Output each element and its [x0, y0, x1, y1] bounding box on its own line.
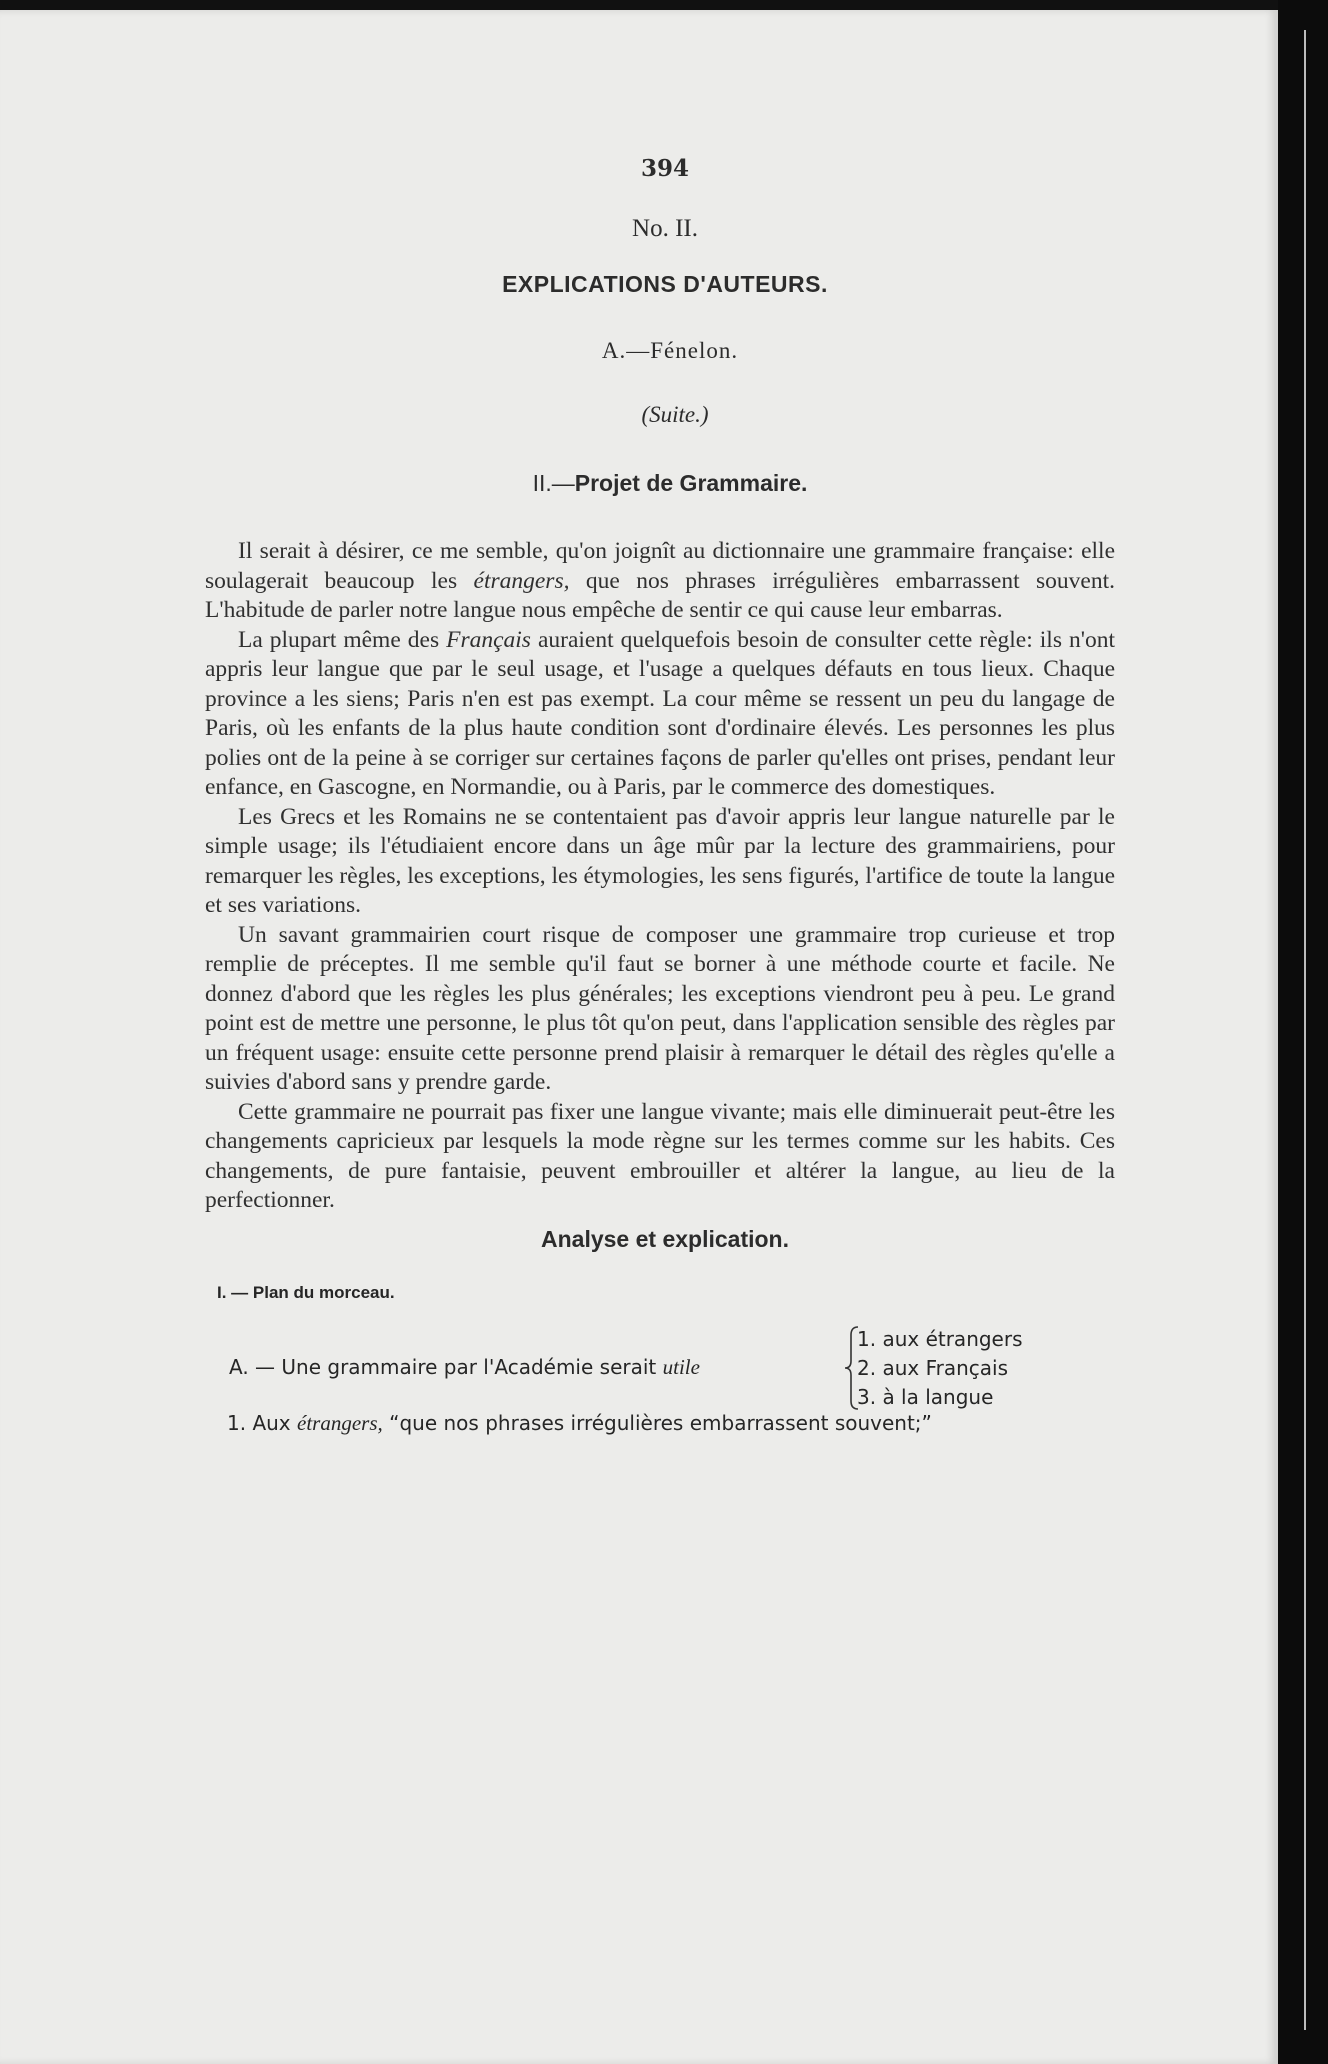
plan-item-a-text: A. — Une grammaire par l'Académie serait — [229, 1354, 663, 1379]
scan-edge — [1278, 0, 1328, 2064]
plan-subitem: 1. aux étrangers — [857, 1326, 1023, 1351]
paragraph-italic: Français — [446, 626, 531, 653]
paragraph-3 — [205, 803, 1115, 921]
subsection-numeral: II.— — [532, 470, 575, 496]
paragraph-1 — [205, 537, 1115, 626]
plan-item-a — [229, 1355, 700, 1380]
plan-row — [205, 1325, 1115, 1411]
paragraph-text: que nos phrases irrégulières embarrassent souvent. L'habitude de parler notre langue nous empêche de sentir ce qui cause leur embarras. — [205, 567, 1115, 623]
subsection-title: Projet de Grammaire. — [574, 470, 808, 496]
plan-heading: I. — Plan du morceau. — [217, 1282, 395, 1302]
page-edge-line — [1304, 30, 1306, 2030]
paragraph-text: Un savant grammairien court risque de composer une grammaire trop curieuse et trop remplie de préceptes. Il me semble qu'il faut se borner à une méthode courte et facile. Ne donnez d'abord que les règles les plus générales; les exceptions viendront peu à peu. Le grand point est de mettre une personne, le plus tôt qu'on peut, dans l'application sensible des règles par un fréquent usage: ensuite cette personne prend plaisir à remarquer le détail des règles qu'elle a suivies d'abord sans y prendre garde. — [205, 921, 1115, 1095]
plan-point-quote: “que nos phrases irrégulières embarrassent souvent;” — [382, 1410, 932, 1435]
paragraph-text: auraient quelquefois besoin de consulter cette règle: ils n'ont appris leur langue que par le seul usage, et l'usage a quelques défauts en tous lieux. Chaque province a les siens; Paris n'en est pas exempt. La cour même se ressent un peu du langage de Paris, où les enfants de la plus haute condition sont d'ordinaire élevés. Les personnes les plus polies ont de la peine à se corriger sur certaines façons de parler qu'elles ont prises, pendant leur enfance, en Gascogne, en Normandie, ou à Paris, par le commerce des domestiques. — [205, 626, 1115, 800]
suite-label: (Suite.) — [641, 402, 709, 427]
plan-point-text: 1. Aux — [227, 1410, 297, 1435]
section-title: EXPLICATIONS D'AUTEURS. — [502, 271, 828, 297]
plan-subitem: 2. aux Français — [857, 1355, 1008, 1380]
plan-subitem: 3. à la langue — [857, 1384, 994, 1409]
paragraph-2 — [205, 626, 1115, 803]
body-text — [205, 537, 1115, 1216]
paragraph-5 — [205, 1098, 1115, 1216]
plan-point-italic: étrangers, — [297, 1410, 383, 1435]
paragraph-italic: étrangers, — [473, 567, 570, 594]
paragraph-text: Il serait à désirer, ce me semble, qu'on joignît au dictionnaire une grammaire française: elle soulagerait beaucoup les — [205, 538, 1115, 594]
page-content — [205, 155, 1115, 1436]
analysis-title: Analyse et explication. — [541, 1225, 789, 1252]
plan-sublist — [857, 1325, 1023, 1412]
plan-point-1 — [227, 1411, 1115, 1436]
paragraph-text: La plupart même des — [238, 626, 447, 653]
paragraph-4 — [205, 921, 1115, 1098]
subsection-heading — [205, 470, 1115, 497]
plan-item-a-italic: utile — [662, 1354, 700, 1379]
number-title: No. II. — [632, 215, 698, 242]
paragraph-text: Les Grecs et les Romains ne se contentaient pas d'avoir appris leur langue naturelle par le simple usage; ils l'étudiaient encore dans un âge mûr par la lecture des grammairiens, pour remarquer les règles, les exceptions, les étymologies, les sens figurés, l'artifice de toute la langue et ses variations. — [205, 803, 1115, 918]
page-number: 394 — [640, 155, 689, 182]
paragraph-text: Cette grammaire ne pourrait pas fixer une langue vivante; mais elle diminuerait peut-être les changements capricieux par lesquels la mode règne sur les termes comme sur les habits. Ces changements, de pure fantaisie, peuvent embrouiller et altérer la langue, au lieu de la perfectionner. — [205, 1098, 1115, 1213]
author-heading: A.—Fénelon. — [601, 338, 739, 363]
